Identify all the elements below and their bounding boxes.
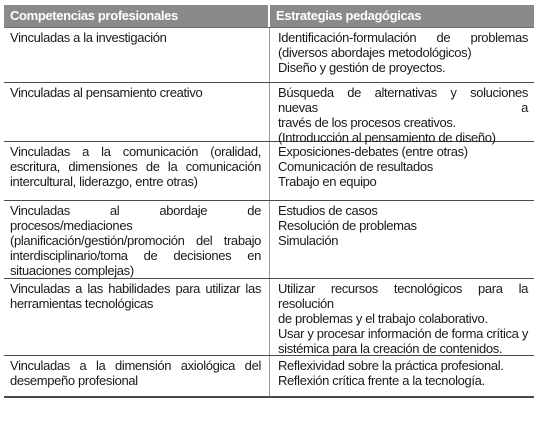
- competencia-line: interdisciplinario/toma de decisiones en: [10, 248, 261, 263]
- competencia-line: Vinculadas al abordaje de procesos/mediaciones: [10, 203, 261, 233]
- estrategias-cell: [270, 356, 534, 396]
- table-row: [4, 83, 534, 145]
- estrategias-cell: [270, 28, 534, 82]
- competencia-cell: [4, 142, 270, 200]
- estrategia-line: Búsqueda de alternativas y soluciones nuevas a: [278, 85, 528, 115]
- competencia-line: herramientas tecnológicas: [10, 296, 153, 311]
- competencia-line: desempeño profesional: [10, 373, 138, 388]
- estrategia-line: Utilizar recursos tecnológicos para la resolución: [278, 281, 528, 311]
- competencia-line: Vinculadas a las habilidades para utilizar las: [10, 281, 261, 296]
- estrategias-cell: [270, 83, 534, 145]
- estrategia-line: Usar y procesar información de forma crítica y: [278, 326, 528, 341]
- estrategia-line: Identificación-formulación de problemas: [278, 30, 528, 45]
- header-estrategias: Estrategias pedagógicas: [276, 8, 422, 23]
- estrategia-line: Resolución de problemas: [278, 218, 417, 233]
- competencies-table: [4, 5, 534, 398]
- estrategia-line: Trabajo en equipo: [278, 174, 377, 189]
- estrategia-line: Reflexión crítica frente a la tecnología.: [278, 373, 485, 388]
- estrategias-cell: [270, 279, 534, 355]
- estrategia-line: Simulación: [278, 233, 339, 248]
- estrategia-line: través de los procesos creativos.: [278, 115, 456, 130]
- estrategia-line: sistémica para la creación de contenidos.: [278, 341, 503, 356]
- estrategia-line: Reflexividad sobre la práctica profesional.: [278, 358, 504, 373]
- competencia-text: Vinculadas a la investigación: [10, 30, 167, 45]
- competencia-line: intercultural, liderazgo, entre otras): [10, 174, 198, 189]
- table-header: [4, 5, 534, 28]
- competencia-line: Vinculadas a la comunicación (oralidad,: [10, 144, 261, 159]
- estrategias-cell: [270, 201, 534, 278]
- competencia-cell: [4, 279, 270, 355]
- table-row: [4, 201, 534, 279]
- competencia-cell: [4, 201, 270, 278]
- competencia-cell: [4, 356, 270, 396]
- estrategia-line: Comunicación de resultados: [278, 159, 433, 174]
- competencia-line: escritura, dimensiones de la comunicación: [10, 159, 261, 174]
- estrategia-line: Diseño y gestión de proyectos.: [278, 60, 446, 75]
- estrategia-line: (Introducción al pensamiento de diseño): [278, 130, 496, 145]
- estrategia-line: Estudios de casos: [278, 203, 378, 218]
- competencia-line: Vinculadas a la dimensión axiológica del: [10, 358, 261, 373]
- competencia-cell: [4, 28, 270, 82]
- competencia-text: Vinculadas al pensamiento creativo: [10, 85, 203, 100]
- estrategia-line: de problemas y el trabajo colaborativo.: [278, 311, 488, 326]
- estrategia-line: (diversos abordajes metodológicos): [278, 45, 472, 60]
- competencia-cell: [4, 83, 270, 141]
- table-row: [4, 28, 534, 83]
- table-row: [4, 356, 534, 398]
- estrategia-line: Exposiciones-debates (entre otras): [278, 144, 468, 159]
- header-competencias: Competencias profesionales: [4, 5, 270, 27]
- competencia-line: (planificación/gestión/promoción del trabajo: [10, 233, 261, 248]
- competencia-line: situaciones complejas): [10, 263, 134, 278]
- table-row: [4, 279, 534, 356]
- estrategias-cell: [270, 142, 534, 200]
- table-row: [4, 142, 534, 201]
